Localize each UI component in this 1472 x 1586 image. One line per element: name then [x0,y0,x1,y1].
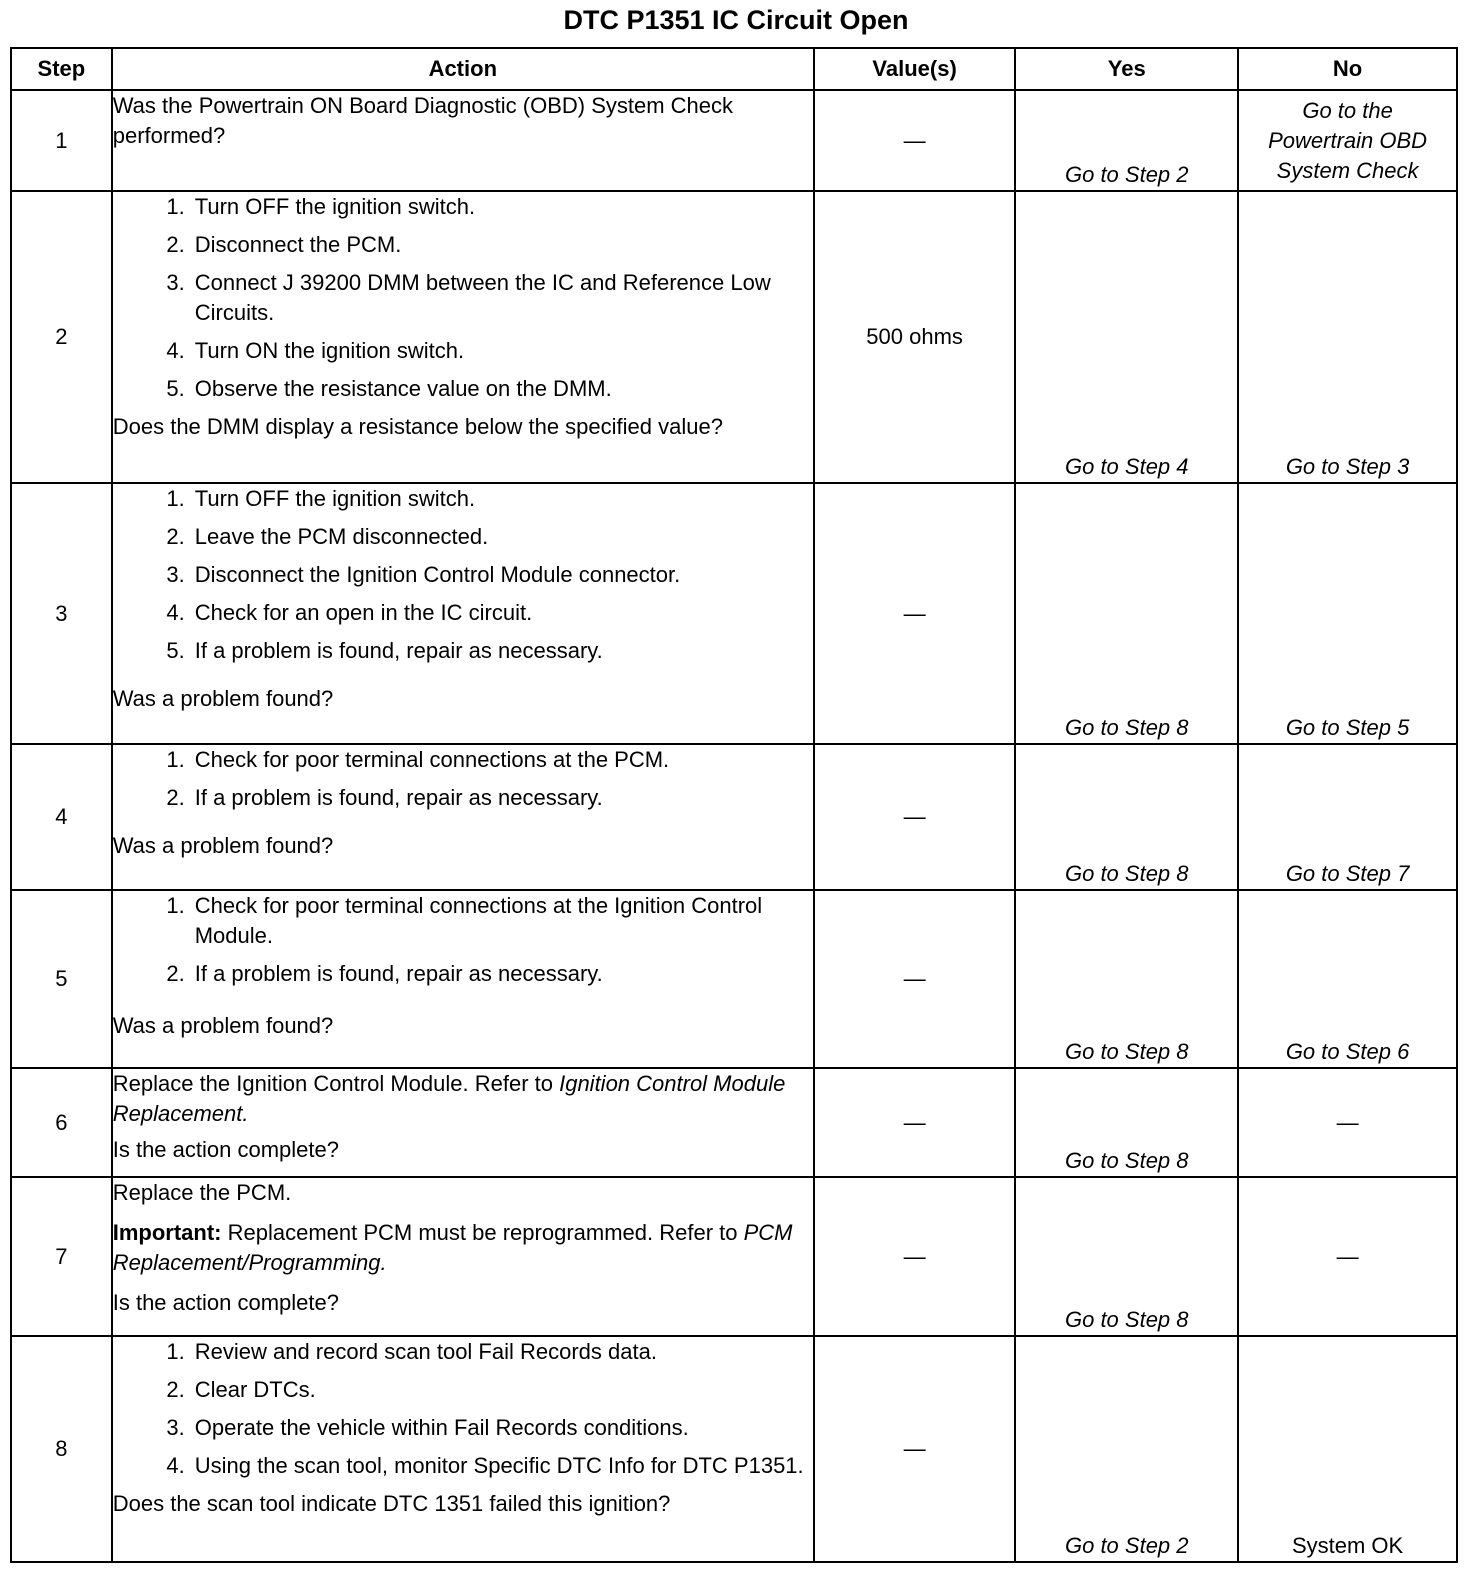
action-step-item: 2. If a problem is found, repair as necessary. [166,785,603,810]
table-row-step-7 [11,1177,1457,1336]
action-step-item: 1. Check for poor terminal connections at the PCM. [166,747,670,772]
action-steps [113,1337,813,1481]
header-yes: Yes [1015,48,1238,90]
action-cell [112,1336,814,1562]
no-cell: Go to Step 3 [1238,191,1457,483]
action-question: Was a problem found? [112,1013,334,1038]
action-steps [113,891,813,989]
action-step-item: 4. Using the scan tool, monitor Specific DTC Info for DTC P1351. [166,1453,804,1478]
action-step-item: 4. Turn ON the ignition switch. [166,338,465,363]
action-question: Does the DMM display a resistance below the specified value? [112,414,723,439]
action-instruction: Replace the PCM. [112,1180,292,1205]
action-cell [112,1177,814,1336]
important-label: Important: [112,1220,222,1245]
action-prefix: Replace the Ignition Control Module. Refer to [112,1071,560,1096]
yes-cell: Go to Step 8 [1015,744,1238,890]
header-step: Step [11,48,112,90]
no-cell: Go to Step 6 [1238,890,1457,1068]
action-cell [112,90,814,191]
value-cell: — [814,744,1015,890]
header-action: Action [112,48,814,90]
step-number: 2 [11,191,112,483]
action-step-item: 1. Turn OFF the ignition switch. [166,486,476,511]
value-cell: — [814,1177,1015,1336]
action-step-item: 3. Disconnect the Ignition Control Module connector. [166,562,681,587]
yes-cell: Go to Step 2 [1015,1336,1238,1562]
table-row-step-4 [11,744,1457,890]
important-note [113,1218,813,1278]
no-cell: System OK [1238,1336,1457,1562]
action-step-item: 2. Clear DTCs. [166,1377,316,1402]
value-cell: — [814,1336,1015,1562]
table-row-step-8 [11,1336,1457,1562]
action-instruction [113,1069,813,1129]
action-question: Does the scan tool indicate DTC 1351 failed this ignition? [112,1491,671,1516]
header-no: No [1238,48,1457,90]
table-row-step-3 [11,483,1457,744]
no-cell: Go to Step 5 [1238,483,1457,744]
action-step-item: 2. If a problem is found, repair as necessary. [166,961,603,986]
no-line-3: System Check [1276,157,1419,183]
step-number: 8 [11,1336,112,1562]
value-cell: — [814,890,1015,1068]
diagnostic-table [10,47,1458,1563]
action-question: Is the action complete? [112,1290,339,1315]
action-cell [112,744,814,890]
yes-cell: Go to Step 2 [1015,90,1238,191]
value-cell: 500 ohms [814,191,1015,483]
yes-cell: Go to Step 8 [1015,1068,1238,1177]
action-step-item: 1. Turn OFF the ignition switch. [166,194,476,219]
action-question: Was a problem found? [112,686,334,711]
action-cell [112,1068,814,1177]
action-steps [113,484,813,666]
value-cell: — [814,90,1015,191]
action-question: Is the action complete? [112,1137,339,1162]
no-line-2: Powertrain OBD [1268,127,1428,153]
action-step-item: 3. Operate the vehicle within Fail Records conditions. [166,1415,689,1440]
step-number: 3 [11,483,112,744]
action-step-item: 2. Disconnect the PCM. [166,232,402,257]
table-row-step-2 [11,191,1457,483]
action-step-item: 1. Check for poor terminal connections at the Ignition Control Module. [166,893,763,948]
header-values: Value(s) [814,48,1015,90]
action-step-item: 3. Connect J 39200 DMM between the IC and Reference Low Circuits. [166,270,771,325]
action-step-item: 5. If a problem is found, repair as necessary. [166,638,603,663]
no-cell [1238,90,1457,191]
step-number: 7 [11,1177,112,1336]
step-number: 5 [11,890,112,1068]
action-cell [112,191,814,483]
no-cell: Go to Step 7 [1238,744,1457,890]
action-steps [113,192,813,404]
value-cell: — [814,483,1015,744]
action-steps [113,745,813,813]
no-cell: — [1238,1177,1457,1336]
important-text: Replacement PCM must be reprogrammed. Refer to [221,1220,744,1245]
action-cell [112,890,814,1068]
page-title: DTC P1351 IC Circuit Open [563,5,909,35]
step-number: 6 [11,1068,112,1177]
yes-cell: Go to Step 4 [1015,191,1238,483]
no-line-1: Go to the [1302,97,1393,123]
action-step-item: 1. Review and record scan tool Fail Records data. [166,1339,657,1364]
yes-cell: Go to Step 8 [1015,890,1238,1068]
action-reference-link: Ignition Control Module Replacement. [112,1071,786,1126]
action-step-item: 5. Observe the resistance value on the DMM. [166,376,612,401]
value-cell: — [814,1068,1015,1177]
yes-cell: Go to Step 8 [1015,1177,1238,1336]
action-cell [112,483,814,744]
yes-cell: Go to Step 8 [1015,483,1238,744]
no-cell: — [1238,1068,1457,1177]
table-row-step-6 [11,1068,1457,1177]
header-row [11,48,1457,90]
action-question: Was a problem found? [112,833,334,858]
action-step-item: 2. Leave the PCM disconnected. [166,524,489,549]
step-number: 4 [11,744,112,890]
action-text: Was the Powertrain ON Board Diagnostic (OBD) System Check performed? [112,93,734,148]
action-reference-link: PCM Replacement/Programming. [112,1220,793,1275]
table-row-step-5 [11,890,1457,1068]
step-number: 1 [11,90,112,191]
table-row-step-1 [11,90,1457,191]
action-step-item: 4. Check for an open in the IC circuit. [166,600,533,625]
